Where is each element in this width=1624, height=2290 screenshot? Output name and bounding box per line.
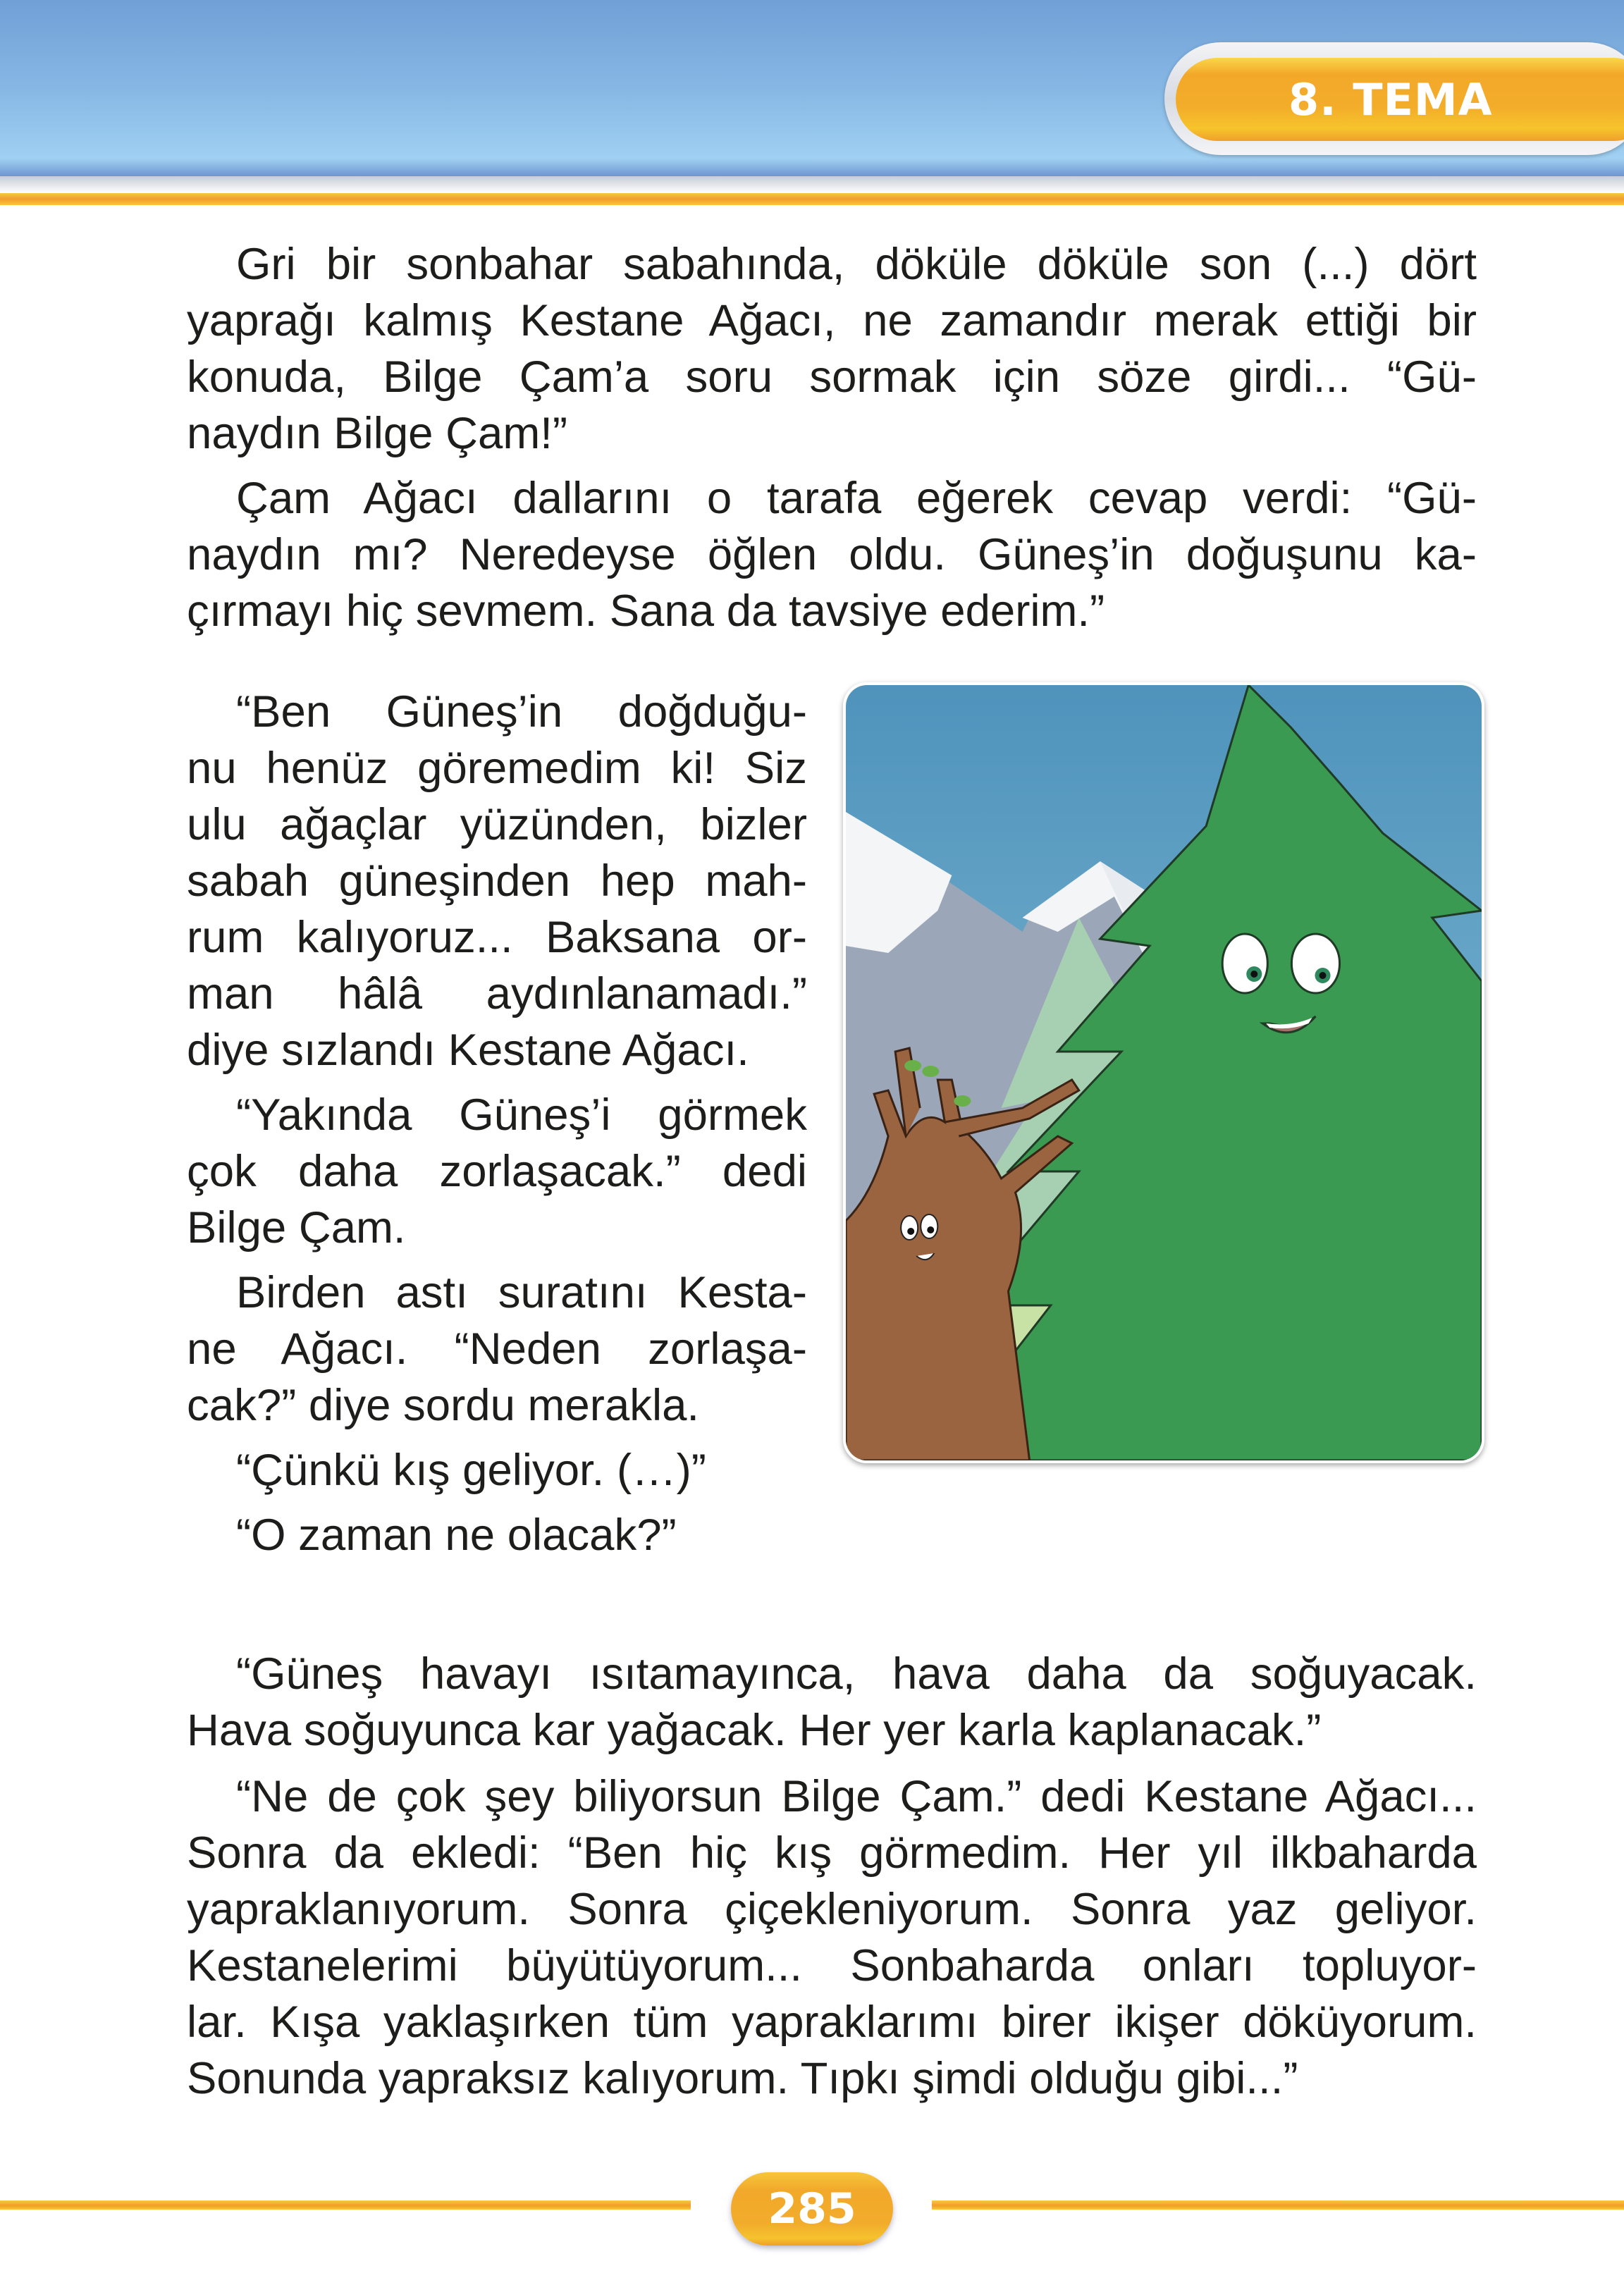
text-line: cak?” diye sordu merakla. (187, 1381, 700, 1430)
text-line: “O zaman ne olacak?” (236, 1510, 677, 1560)
page-number: 285 (768, 2184, 856, 2234)
paragraph (187, 470, 1477, 639)
text-line: Çam Ağacı dallarını o tarafa eğerek cevap verdi: “Gü- (236, 474, 1477, 523)
text-line: sabah güneşinden hep mah- (187, 856, 807, 906)
paragraph (187, 1646, 1477, 1759)
text-line: ulu ağaçlar yüzünden, bizler (187, 800, 807, 849)
text-line: Kestanelerimi büyütüyorum... Sonbaharda onları topluyor- (187, 1941, 1477, 1990)
theme-label: 8. TEMA (1288, 73, 1493, 125)
text-line: “Çünkü kış geliyor. (…)” (236, 1446, 706, 1495)
story-bottom-block (187, 1646, 1477, 2107)
text-line: yaprağı kalmış Kestane Ağacı, ne zamandır merak ettiği bir (187, 296, 1477, 345)
text-line: çok daha zorlaşacak.” dedi (187, 1147, 807, 1196)
text-line: Birden astı suratını Kesta- (236, 1268, 807, 1317)
paragraph (187, 236, 1477, 462)
paragraph (187, 1087, 807, 1256)
text-line: “Ben Güneş’in doğduğu- (236, 687, 807, 737)
text-line: nu henüz göremedim ki! Siz (187, 744, 807, 793)
footer-divider-right (932, 2200, 1624, 2210)
text-line: çırmayı hiç sevmem. Sana da tavsiye ederim.” (187, 586, 1105, 636)
text-line: man hâlâ aydınlanamadı.” (187, 969, 807, 1018)
paragraph (187, 1507, 807, 1563)
text-line: Hava soğuyunca kar yağacak. Her yer karla kaplanacak.” (187, 1706, 1322, 1755)
text-line: Sonra da ekledi: “Ben hiç kış görmedim. Her yıl ilkbaharda (187, 1828, 1477, 1878)
story-column-block (187, 684, 807, 1563)
header-divider-line (0, 193, 1624, 205)
text-line: “Güneş havayı ısıtamayınca, hava daha da soğuyacak. (236, 1649, 1477, 1699)
text-line: Bilge Çam. (187, 1203, 406, 1252)
paragraph (187, 1442, 807, 1498)
text-line: naydın mı? Neredeyse öğlen oldu. Güneş’in doğuşunu ka- (187, 530, 1477, 579)
text-line: “Yakında Güneş’i görmek (236, 1090, 807, 1140)
text-line: diye sızlandı Kestane Ağacı. (187, 1026, 749, 1075)
footer-divider-left (0, 2200, 691, 2210)
text-line: lar. Kışa yaklaşırken tüm yapraklarımı birer ikişer döküyorum. (187, 1997, 1477, 2047)
text-line: Gri bir sonbahar sabahında, döküle döküle son (...) dört (236, 240, 1477, 289)
story-top-block (187, 236, 1477, 639)
text-line: Sonunda yapraksız kalıyorum. Tıpkı şimdi olduğu gibi...” (187, 2054, 1298, 2103)
paragraph (187, 1768, 1477, 2107)
page-number-badge (731, 2172, 893, 2246)
text-line: ne Ağacı. “Neden zorlaşa- (187, 1324, 807, 1374)
text-line: “Ne de çok şey biliyorsun Bilge Çam.” dedi Kestane Ağacı... (236, 1772, 1477, 1821)
paragraph (187, 684, 807, 1078)
story-illustration (843, 682, 1484, 1463)
text-line: konuda, Bilge Çam’a soru sormak için söze girdi... “Gü- (187, 352, 1477, 402)
paragraph (187, 1264, 807, 1434)
header-shadow (0, 176, 1624, 193)
text-line: naydın Bilge Çam!” (187, 409, 567, 458)
text-line: rum kalıyoruz... Baksana or- (187, 913, 807, 962)
text-line: yapraklanıyorum. Sonra çiçekleniyorum. Sonra yaz geliyor. (187, 1885, 1477, 1934)
theme-badge (1176, 58, 1624, 141)
pine-and-chestnut-tree-illustration (846, 685, 1482, 1460)
